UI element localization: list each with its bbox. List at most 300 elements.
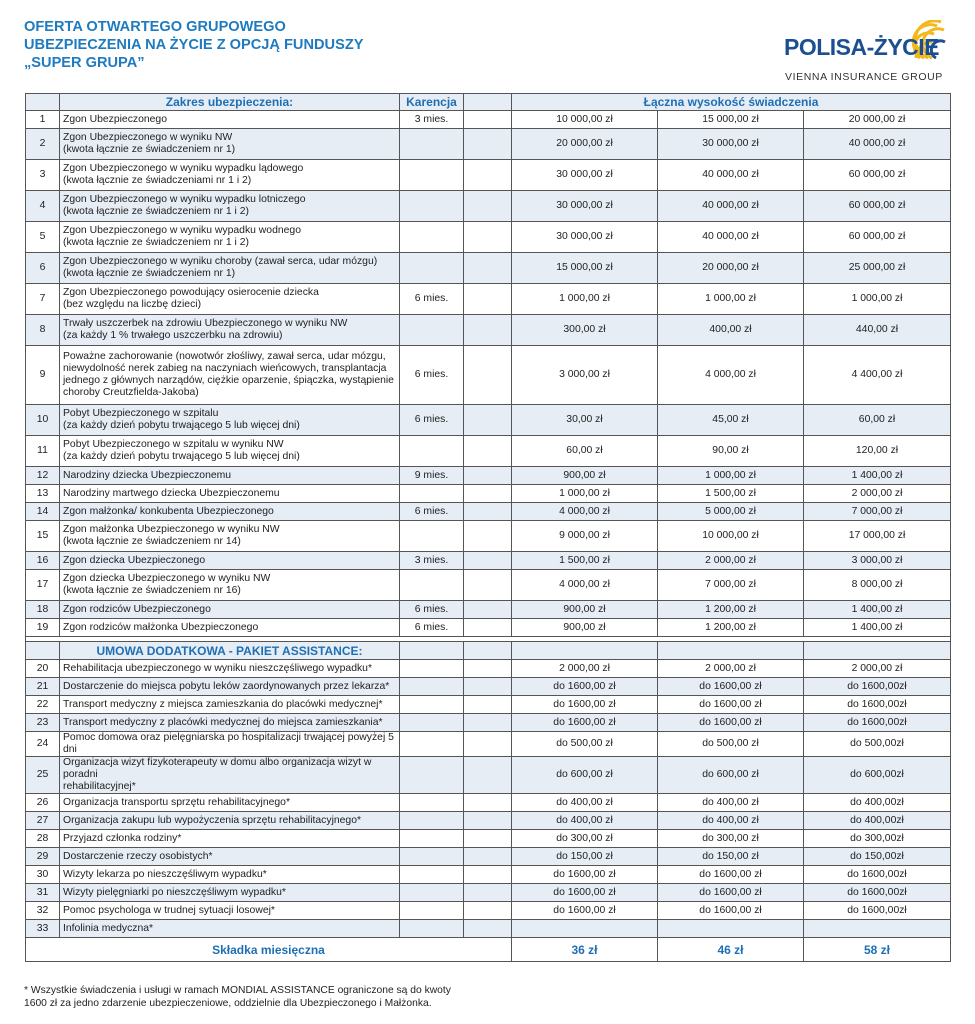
- waiting-period: [400, 920, 464, 938]
- spacer-cell: [464, 830, 512, 848]
- row-number: 9: [26, 346, 60, 405]
- waiting-period: [400, 714, 464, 732]
- waiting-period: [400, 794, 464, 812]
- section-header-row: [26, 642, 951, 660]
- description-line: Rehabilitacja ubezpieczonego w wyniku nieszczęśliwego wypadku*: [63, 662, 373, 674]
- spacer-cell: [464, 757, 512, 794]
- table-row: [26, 660, 951, 678]
- benefit-amount: do 1600,00 zł: [658, 902, 804, 920]
- benefit-amount: 1 200,00 zł: [658, 619, 804, 637]
- benefit-description: [60, 570, 400, 601]
- benefit-amount: 40 000,00 zł: [804, 129, 951, 160]
- section-title: UMOWA DODATKOWA - PAKIET ASSISTANCE:: [60, 642, 400, 660]
- spacer-cell: [464, 902, 512, 920]
- benefit-amount: 60 000,00 zł: [804, 191, 951, 222]
- description-line: (za każdy 1 % trwałego uszczerbku na zdrowiu): [63, 330, 283, 341]
- benefit-description: [60, 902, 400, 920]
- waiting-period: [400, 757, 464, 794]
- title-line: UBEZPIECZENIA NA ŻYCIE Z OPCJĄ FUNDUSZY: [24, 37, 364, 53]
- description-line: Pobyt Ubezpieczonego w szpitalu w wyniku NW: [63, 439, 284, 450]
- waiting-period: [400, 436, 464, 467]
- description-line: Organizacja wizyt fizykoterapeuty w domu albo organizacja wizyt w poradni: [63, 757, 372, 780]
- benefit-amount: 4 000,00 zł: [658, 346, 804, 405]
- title-line: OFERTA OTWARTEGO GRUPOWEGO: [24, 19, 286, 35]
- benefit-amount: 120,00 zł: [804, 436, 951, 467]
- document-title: [24, 18, 544, 72]
- row-number: 12: [26, 467, 60, 485]
- table-row: [26, 601, 951, 619]
- benefit-description: [60, 794, 400, 812]
- table-row: [26, 696, 951, 714]
- benefit-description: [60, 757, 400, 794]
- benefit-description: [60, 253, 400, 284]
- benefit-amount: do 400,00 zł: [658, 812, 804, 830]
- benefit-amount: 2 000,00 zł: [658, 552, 804, 570]
- table-row: [26, 552, 951, 570]
- benefit-description: [60, 678, 400, 696]
- footnote-line: 1600 zł za jedno zdarzenie ubezpieczeniowe, oddzielnie dla Ubezpieczonego i Małżonka.: [24, 998, 432, 1009]
- benefit-amount: do 1600,00zł: [804, 902, 951, 920]
- benefit-amount: do 500,00 zł: [512, 732, 658, 757]
- header-cell-empty: [464, 94, 512, 111]
- premium-label: Składka miesięczna: [26, 938, 512, 962]
- spacer-cell: [464, 920, 512, 938]
- description-line: rehabilitacyjnej*: [63, 781, 136, 792]
- table-row: [26, 794, 951, 812]
- benefit-amount: 400,00 zł: [658, 315, 804, 346]
- premium-value: 58 zł: [804, 938, 951, 962]
- spacer-cell: [464, 467, 512, 485]
- spacer-cell: [464, 601, 512, 619]
- benefit-amount: 4 000,00 zł: [512, 503, 658, 521]
- description-line: Przyjazd członka rodziny*: [63, 832, 182, 844]
- premium-value: 46 zł: [658, 938, 804, 962]
- waiting-period: 6 mies.: [400, 601, 464, 619]
- benefit-amount: 1 400,00 zł: [804, 601, 951, 619]
- description-line: Pomoc domowa oraz pielęgniarska po hospitalizacji trwającej powyżej 5 dni: [63, 732, 394, 755]
- benefit-amount: 1 000,00 zł: [804, 284, 951, 315]
- row-number: 3: [26, 160, 60, 191]
- benefit-description: [60, 436, 400, 467]
- description-line: Poważne zachorowanie (nowotwór złośliwy, zawał serca, udar mózgu,: [63, 351, 386, 362]
- waiting-period: [400, 570, 464, 601]
- benefit-description: [60, 601, 400, 619]
- benefit-amount: 10 000,00 zł: [658, 521, 804, 552]
- spacer-cell: [464, 714, 512, 732]
- benefit-amount: do 1600,00 zł: [658, 678, 804, 696]
- row-number: 7: [26, 284, 60, 315]
- benefit-amount: 30 000,00 zł: [512, 222, 658, 253]
- benefit-amount: do 1600,00zł: [804, 866, 951, 884]
- table-row: [26, 467, 951, 485]
- section-cell-empty: [400, 642, 464, 660]
- row-number: 24: [26, 732, 60, 757]
- benefit-amount: 60 000,00 zł: [804, 160, 951, 191]
- waiting-period: 6 mies.: [400, 619, 464, 637]
- benefit-amount: do 150,00zł: [804, 848, 951, 866]
- table-row: [26, 848, 951, 866]
- waiting-period: [400, 222, 464, 253]
- spacer-cell: [464, 485, 512, 503]
- table-row: [26, 405, 951, 436]
- spacer-cell: [464, 732, 512, 757]
- benefit-amount: 900,00 zł: [512, 467, 658, 485]
- row-number: 17: [26, 570, 60, 601]
- benefit-amount: 15 000,00 zł: [512, 253, 658, 284]
- description-line: Zgon Ubezpieczonego w wyniku wypadku lądowego: [63, 163, 304, 174]
- benefit-description: [60, 920, 400, 938]
- table-row: [26, 570, 951, 601]
- benefit-amount: 30,00 zł: [512, 405, 658, 436]
- description-line: jednego z głównych narządów, ciężkie oparzenie, śpiączka, wystąpienie: [63, 375, 394, 386]
- table-row: [26, 129, 951, 160]
- benefit-amount: do 400,00 zł: [512, 812, 658, 830]
- spacer-cell: [464, 619, 512, 637]
- row-number: 14: [26, 503, 60, 521]
- waiting-period: [400, 884, 464, 902]
- benefit-amount: do 1600,00 zł: [658, 884, 804, 902]
- description-line: Pobyt Ubezpieczonego w szpitalu: [63, 408, 219, 419]
- benefit-amount: 20 000,00 zł: [512, 129, 658, 160]
- premium-value: 36 zł: [512, 938, 658, 962]
- description-line: Zgon dziecka Ubezpieczonego w wyniku NW: [63, 573, 271, 584]
- row-number: 19: [26, 619, 60, 637]
- waiting-period: [400, 521, 464, 552]
- row-number: 31: [26, 884, 60, 902]
- waiting-period: 3 mies.: [400, 111, 464, 129]
- spacer-cell: [464, 160, 512, 191]
- row-number: 32: [26, 902, 60, 920]
- benefit-amount: 1 000,00 zł: [512, 284, 658, 315]
- description-line: Zgon Ubezpieczonego w wyniku NW: [63, 132, 233, 143]
- benefit-description: [60, 503, 400, 521]
- benefit-amount: 5 000,00 zł: [658, 503, 804, 521]
- table-row: [26, 619, 951, 637]
- benefit-amount: do 1600,00 zł: [658, 696, 804, 714]
- benefit-amount: do 400,00 zł: [658, 794, 804, 812]
- benefit-description: [60, 485, 400, 503]
- benefit-amount: 440,00 zł: [804, 315, 951, 346]
- benefit-amount: 1 400,00 zł: [804, 619, 951, 637]
- benefit-amount: [512, 920, 658, 938]
- waiting-period: [400, 732, 464, 757]
- spacer-cell: [464, 284, 512, 315]
- description-line: Zgon rodziców małżonka Ubezpieczonego: [63, 621, 259, 633]
- description-line: (kwota łącznie ze świadczeniami nr 1 i 2): [63, 175, 252, 186]
- benefit-amount: do 150,00 zł: [512, 848, 658, 866]
- spacer-cell: [464, 436, 512, 467]
- benefit-amount: do 150,00 zł: [658, 848, 804, 866]
- benefits-table: [25, 93, 951, 962]
- benefit-amount: do 1600,00zł: [804, 884, 951, 902]
- benefit-amount: do 300,00zł: [804, 830, 951, 848]
- table-row: [26, 830, 951, 848]
- benefit-amount: do 500,00zł: [804, 732, 951, 757]
- table-row: [26, 485, 951, 503]
- benefit-description: [60, 111, 400, 129]
- spacer-cell: [464, 405, 512, 436]
- benefit-description: [60, 284, 400, 315]
- spacer-cell: [464, 570, 512, 601]
- benefit-description: [60, 866, 400, 884]
- title-line: „SUPER GRUPA”: [24, 55, 145, 71]
- benefit-amount: 60,00 zł: [804, 405, 951, 436]
- table-row: [26, 757, 951, 794]
- header-waiting-period: Karencja: [400, 94, 464, 111]
- spacer-cell: [464, 866, 512, 884]
- benefit-amount: 2 000,00 zł: [512, 660, 658, 678]
- benefit-amount: 2 000,00 zł: [804, 485, 951, 503]
- benefit-amount: [658, 920, 804, 938]
- benefit-amount: 20 000,00 zł: [804, 111, 951, 129]
- waiting-period: [400, 160, 464, 191]
- benefit-amount: do 300,00 zł: [658, 830, 804, 848]
- description-line: (kwota łącznie ze świadczeniem nr 16): [63, 585, 241, 596]
- description-line: (kwota łącznie ze świadczeniem nr 1): [63, 268, 236, 279]
- benefit-amount: 60 000,00 zł: [804, 222, 951, 253]
- benefit-description: [60, 129, 400, 160]
- benefit-amount: 30 000,00 zł: [512, 191, 658, 222]
- row-number: 5: [26, 222, 60, 253]
- row-number: 22: [26, 696, 60, 714]
- description-line: Organizacja zakupu lub wypożyczenia sprzętu rehabilitacyjnego*: [63, 814, 362, 826]
- benefit-amount: 2 000,00 zł: [804, 660, 951, 678]
- benefit-description: [60, 619, 400, 637]
- benefit-amount: do 1600,00 zł: [512, 902, 658, 920]
- table-row: [26, 521, 951, 552]
- spacer-cell: [464, 552, 512, 570]
- benefit-amount: do 1600,00zł: [804, 696, 951, 714]
- spacer-cell: [464, 315, 512, 346]
- benefit-amount: 1 500,00 zł: [658, 485, 804, 503]
- spacer-cell: [464, 222, 512, 253]
- benefit-amount: 900,00 zł: [512, 619, 658, 637]
- benefit-amount: do 1600,00 zł: [512, 866, 658, 884]
- table-row: [26, 902, 951, 920]
- spacer-cell: [464, 346, 512, 405]
- benefit-amount: do 400,00zł: [804, 812, 951, 830]
- spacer-cell: [464, 812, 512, 830]
- table-row: [26, 436, 951, 467]
- benefit-description: [60, 315, 400, 346]
- description-line: choroby Creutzfielda-Jakoba): [63, 387, 199, 398]
- table-row: [26, 222, 951, 253]
- benefit-amount: 10 000,00 zł: [512, 111, 658, 129]
- waiting-period: [400, 696, 464, 714]
- benefit-amount: do 400,00zł: [804, 794, 951, 812]
- benefit-amount: 90,00 zł: [658, 436, 804, 467]
- table-row: [26, 678, 951, 696]
- description-line: Zgon małżonka Ubezpieczonego w wyniku NW: [63, 524, 280, 535]
- row-number: 27: [26, 812, 60, 830]
- benefit-description: [60, 884, 400, 902]
- row-number: 29: [26, 848, 60, 866]
- benefit-amount: 17 000,00 zł: [804, 521, 951, 552]
- description-line: (kwota łącznie ze świadczeniem nr 14): [63, 536, 241, 547]
- section-cell-empty: [464, 642, 512, 660]
- premium-row: [26, 938, 951, 962]
- benefit-amount: do 500,00 zł: [658, 732, 804, 757]
- table-row: [26, 920, 951, 938]
- description-line: Organizacja transportu sprzętu rehabilitacyjnego*: [63, 796, 290, 808]
- benefit-amount: 1 200,00 zł: [658, 601, 804, 619]
- benefit-amount: do 400,00 zł: [512, 794, 658, 812]
- spacer-cell: [464, 696, 512, 714]
- waiting-period: [400, 253, 464, 284]
- waiting-period: [400, 660, 464, 678]
- benefit-amount: 30 000,00 zł: [658, 129, 804, 160]
- logo-subtitle: VIENNA INSURANCE GROUP: [785, 71, 943, 83]
- waiting-period: 6 mies.: [400, 405, 464, 436]
- row-number: 33: [26, 920, 60, 938]
- logo-brand-text: POLISA-ŻYCIE: [784, 34, 940, 60]
- description-line: Wizyty lekarza po nieszczęśliwym wypadku*: [63, 868, 267, 880]
- description-line: Pomoc psychologa w trudnej sytuacji losowej*: [63, 904, 275, 916]
- row-number: 1: [26, 111, 60, 129]
- company-logo: [784, 20, 949, 86]
- description-line: (kwota łącznie ze świadczeniem nr 1): [63, 144, 236, 155]
- description-line: (za każdy dzień pobytu trwającego 5 lub więcej dni): [63, 420, 300, 431]
- benefit-amount: 9 000,00 zł: [512, 521, 658, 552]
- table-row: [26, 160, 951, 191]
- benefit-amount: 1 500,00 zł: [512, 552, 658, 570]
- benefit-amount: 8 000,00 zł: [804, 570, 951, 601]
- description-line: Narodziny dziecka Ubezpieczonemu: [63, 469, 232, 481]
- benefit-amount: 3 000,00 zł: [512, 346, 658, 405]
- description-line: Narodziny martwego dziecka Ubezpieczonemu: [63, 487, 280, 499]
- waiting-period: [400, 902, 464, 920]
- waiting-period: 3 mies.: [400, 552, 464, 570]
- description-line: Transport medyczny z placówki medycznej do miejsca zamieszkania*: [63, 716, 383, 728]
- spacer-cell: [464, 253, 512, 284]
- description-line: Zgon Ubezpieczonego: [63, 113, 167, 125]
- waiting-period: [400, 129, 464, 160]
- table-row: [26, 253, 951, 284]
- benefit-description: [60, 696, 400, 714]
- spacer-cell: [464, 191, 512, 222]
- section-cell-empty: [658, 642, 804, 660]
- waiting-period: 9 mies.: [400, 467, 464, 485]
- table-header-row: [26, 94, 951, 111]
- benefit-amount: do 1600,00 zł: [512, 714, 658, 732]
- description-line: niewydolność nerek zabieg na naczyniach wieńcowych, transplantacja: [63, 363, 387, 374]
- benefit-description: [60, 222, 400, 253]
- benefit-amount: 60,00 zł: [512, 436, 658, 467]
- section-cell-empty: [804, 642, 951, 660]
- benefit-amount: 1 000,00 zł: [658, 284, 804, 315]
- row-number: 23: [26, 714, 60, 732]
- spacer-cell: [464, 111, 512, 129]
- benefit-amount: 4 000,00 zł: [512, 570, 658, 601]
- benefit-description: [60, 714, 400, 732]
- table-row: [26, 732, 951, 757]
- row-number: 13: [26, 485, 60, 503]
- benefit-amount: 25 000,00 zł: [804, 253, 951, 284]
- benefit-description: [60, 732, 400, 757]
- waiting-period: [400, 191, 464, 222]
- benefit-amount: 4 400,00 zł: [804, 346, 951, 405]
- row-number: 18: [26, 601, 60, 619]
- benefit-description: [60, 160, 400, 191]
- description-line: (kwota łącznie ze świadczeniem nr 1 i 2): [63, 237, 249, 248]
- benefit-description: [60, 521, 400, 552]
- description-line: Zgon małżonka/ konkubenta Ubezpieczonego: [63, 505, 274, 517]
- table-row: [26, 503, 951, 521]
- row-number: 11: [26, 436, 60, 467]
- spacer-cell: [464, 884, 512, 902]
- waiting-period: 6 mies.: [400, 346, 464, 405]
- section-cell-empty: [26, 642, 60, 660]
- spacer-cell: [464, 794, 512, 812]
- waiting-period: [400, 485, 464, 503]
- benefit-amount: do 600,00 zł: [658, 757, 804, 794]
- spacer-cell: [464, 660, 512, 678]
- footnote: [24, 984, 451, 1010]
- benefit-amount: 7 000,00 zł: [804, 503, 951, 521]
- row-number: 21: [26, 678, 60, 696]
- description-line: Wizyty pielęgniarki po nieszczęśliwym wypadku*: [63, 886, 286, 898]
- description-line: Zgon Ubezpieczonego w wyniku choroby (zawał serca, udar mózgu): [63, 256, 378, 267]
- description-line: Infolinia medyczna*: [63, 922, 154, 934]
- description-line: (bez względu na liczbę dzieci): [63, 299, 202, 310]
- description-line: Zgon Ubezpieczonego w wyniku wypadku wodnego: [63, 225, 301, 236]
- description-line: (za każdy dzień pobytu trwającego 5 lub więcej dni): [63, 451, 300, 462]
- table-row: [26, 866, 951, 884]
- waiting-period: [400, 678, 464, 696]
- row-number: 15: [26, 521, 60, 552]
- section-cell-empty: [512, 642, 658, 660]
- benefit-amount: do 1600,00zł: [804, 678, 951, 696]
- benefit-amount: 3 000,00 zł: [804, 552, 951, 570]
- benefit-description: [60, 467, 400, 485]
- row-number: 16: [26, 552, 60, 570]
- header-total-benefit: Łączna wysokość świadczenia: [512, 94, 951, 111]
- table-row: [26, 315, 951, 346]
- waiting-period: [400, 866, 464, 884]
- row-number: 6: [26, 253, 60, 284]
- spacer-cell: [464, 521, 512, 552]
- waiting-period: [400, 315, 464, 346]
- table-row: [26, 714, 951, 732]
- table-row: [26, 191, 951, 222]
- description-line: Zgon dziecka Ubezpieczonego: [63, 554, 206, 566]
- benefit-amount: 1 000,00 zł: [512, 485, 658, 503]
- row-number: 4: [26, 191, 60, 222]
- table-row: [26, 111, 951, 129]
- row-number: 8: [26, 315, 60, 346]
- description-line: Dostarczenie do miejsca pobytu leków zaordynowanych przez lekarza*: [63, 680, 390, 692]
- waiting-period: [400, 812, 464, 830]
- benefit-description: [60, 660, 400, 678]
- benefit-amount: 1 000,00 zł: [658, 467, 804, 485]
- benefit-amount: 900,00 zł: [512, 601, 658, 619]
- benefit-amount: 2 000,00 zł: [658, 660, 804, 678]
- table-row: [26, 884, 951, 902]
- description-line: Dostarczenie rzeczy osobistych*: [63, 850, 213, 862]
- benefit-amount: do 1600,00 zł: [512, 678, 658, 696]
- row-number: 10: [26, 405, 60, 436]
- benefit-amount: 40 000,00 zł: [658, 222, 804, 253]
- spacer-cell: [464, 503, 512, 521]
- row-number: 26: [26, 794, 60, 812]
- benefit-amount: 20 000,00 zł: [658, 253, 804, 284]
- row-number: 30: [26, 866, 60, 884]
- header-cell-number: [26, 94, 60, 111]
- benefit-amount: [804, 920, 951, 938]
- table-row: [26, 284, 951, 315]
- benefit-description: [60, 346, 400, 405]
- waiting-period: 6 mies.: [400, 503, 464, 521]
